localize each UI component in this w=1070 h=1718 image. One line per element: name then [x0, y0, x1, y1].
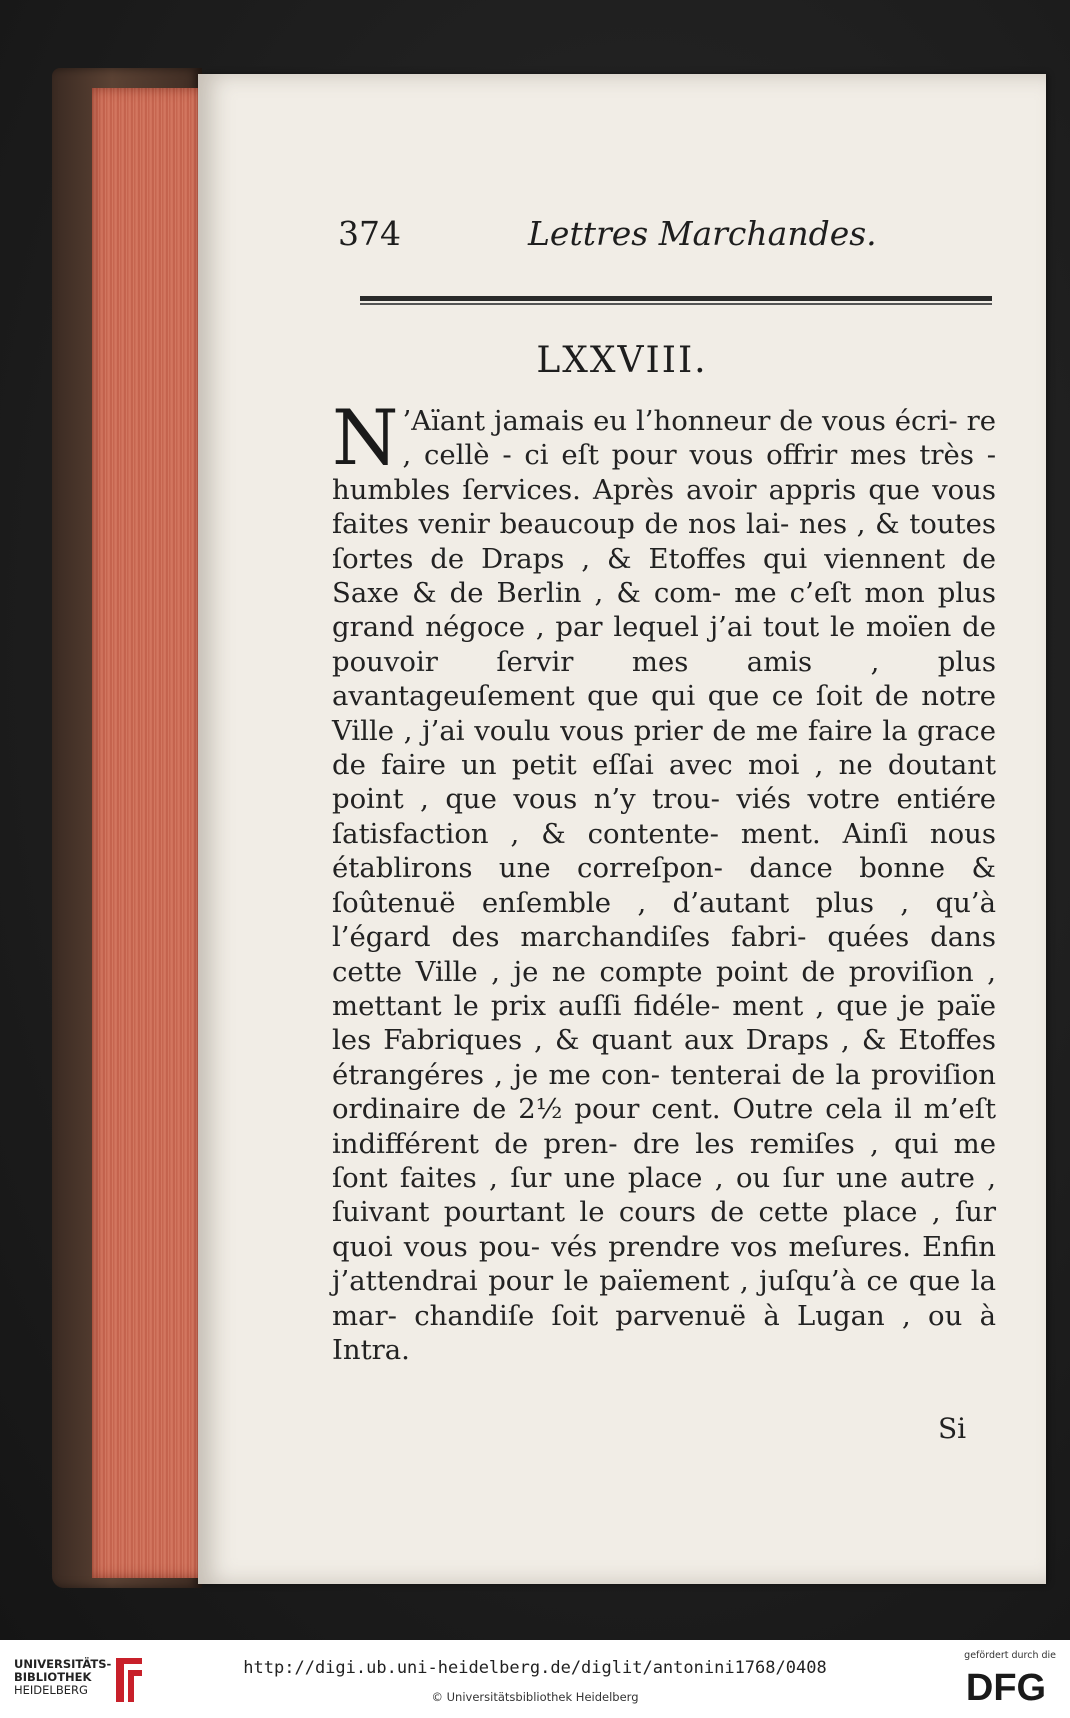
line: le cours de cette place , ſur quoi vous pou-: [332, 1196, 997, 1263]
line: qui viennent de Saxe & de Berlin , & com-: [332, 542, 996, 610]
line: que vous faites venir beaucoup de nos lai-: [332, 473, 996, 541]
library-name-line: HEIDELBERG: [14, 1683, 88, 1697]
line: me faire la grace de faire un petit eſſai avec: [332, 714, 996, 782]
line: très - humbles ſervices. Après avoir appris: [332, 439, 996, 506]
line: place , ou ſur une autre , ſuivant pourtant: [332, 1161, 997, 1229]
red-page-edges: [92, 88, 204, 1578]
line: cent. Outre cela il m’eſt indifférent de pren-: [332, 1093, 996, 1160]
line: dre les remiſes , qui me ſont faites , ſur une: [332, 1127, 996, 1194]
funded-by-label: gefördert durch die: [964, 1650, 1056, 1661]
line: aux Draps , & Etoffes étrangéres , je me con-: [332, 1024, 996, 1091]
line: de proviſion , mettant le prix auſſi fidéle-: [332, 955, 996, 1022]
svg-text:DFG: DFG: [965, 1667, 1047, 1706]
line: me c’eſt mon plus grand négoce , par lequel: [332, 577, 997, 644]
permalink-url[interactable]: http://digi.ub.uni-heidelberg.de/diglit/antonini1768/0408: [243, 1658, 827, 1678]
running-head: [338, 214, 1018, 274]
line: chandiſe ſoit parvenuë à Lugan , ou à Intra.: [332, 1299, 996, 1366]
library-name-line: UNIVERSITÄTS-: [14, 1657, 112, 1671]
line: quées dans cette Ville , je ne compte point: [332, 921, 996, 988]
line: vés prendre vos meſures. Enfin j’attendrai: [332, 1230, 996, 1298]
header-rule: [360, 296, 992, 301]
line: ment , que je païe les Fabriques , & quant: [332, 989, 997, 1057]
book-page: [198, 74, 1046, 1584]
letter-number: LXXVIII.: [536, 340, 708, 381]
line: dance bonne & ſoûtenuë enſemble , d’autant: [332, 852, 996, 919]
catchword: Si: [938, 1412, 967, 1445]
line: amis , plus avantageuſement que qui que ce: [332, 645, 997, 713]
line: ’Aïant jamais eu l’honneur de vous écri-: [402, 405, 967, 437]
page-number: 374: [338, 214, 401, 253]
line: j’ai tout le moïen de pouvoir ſervir mes: [332, 611, 996, 678]
line: moi , ne doutant point , que vous n’y trou-: [332, 749, 996, 816]
library-name-line: BIBLIOTHEK: [14, 1670, 92, 1684]
line: ſoit de notre Ville , j’ai voulu vous prier de: [332, 680, 996, 747]
line: tenterai de la proviſion ordinaire de 2½ pour: [332, 1058, 996, 1126]
line: plus , qu’à l’égard des marchandiſes fabri-: [332, 886, 996, 954]
dfg-logo-icon: [956, 1666, 1056, 1706]
drop-cap: N: [332, 393, 399, 482]
line: pour le païement , juſqu’à ce que la mar-: [332, 1265, 996, 1332]
letter-body: [332, 393, 997, 1367]
running-title: Lettres Marchandes.: [528, 214, 877, 253]
line: re , cellè - ci eſt pour vous offrir mes: [402, 405, 996, 472]
line: viés votre entiére ſatisfaction , & contente-: [332, 783, 996, 850]
line: nes , & toutes ſortes de Draps , & Etoffes: [332, 508, 996, 575]
copyright-notice: © Universitätsbibliothek Heidelberg: [431, 1690, 639, 1704]
viewer-footer: [0, 1640, 1070, 1718]
line: ment. Ainſi nous établirons une correſpon-: [332, 817, 996, 885]
